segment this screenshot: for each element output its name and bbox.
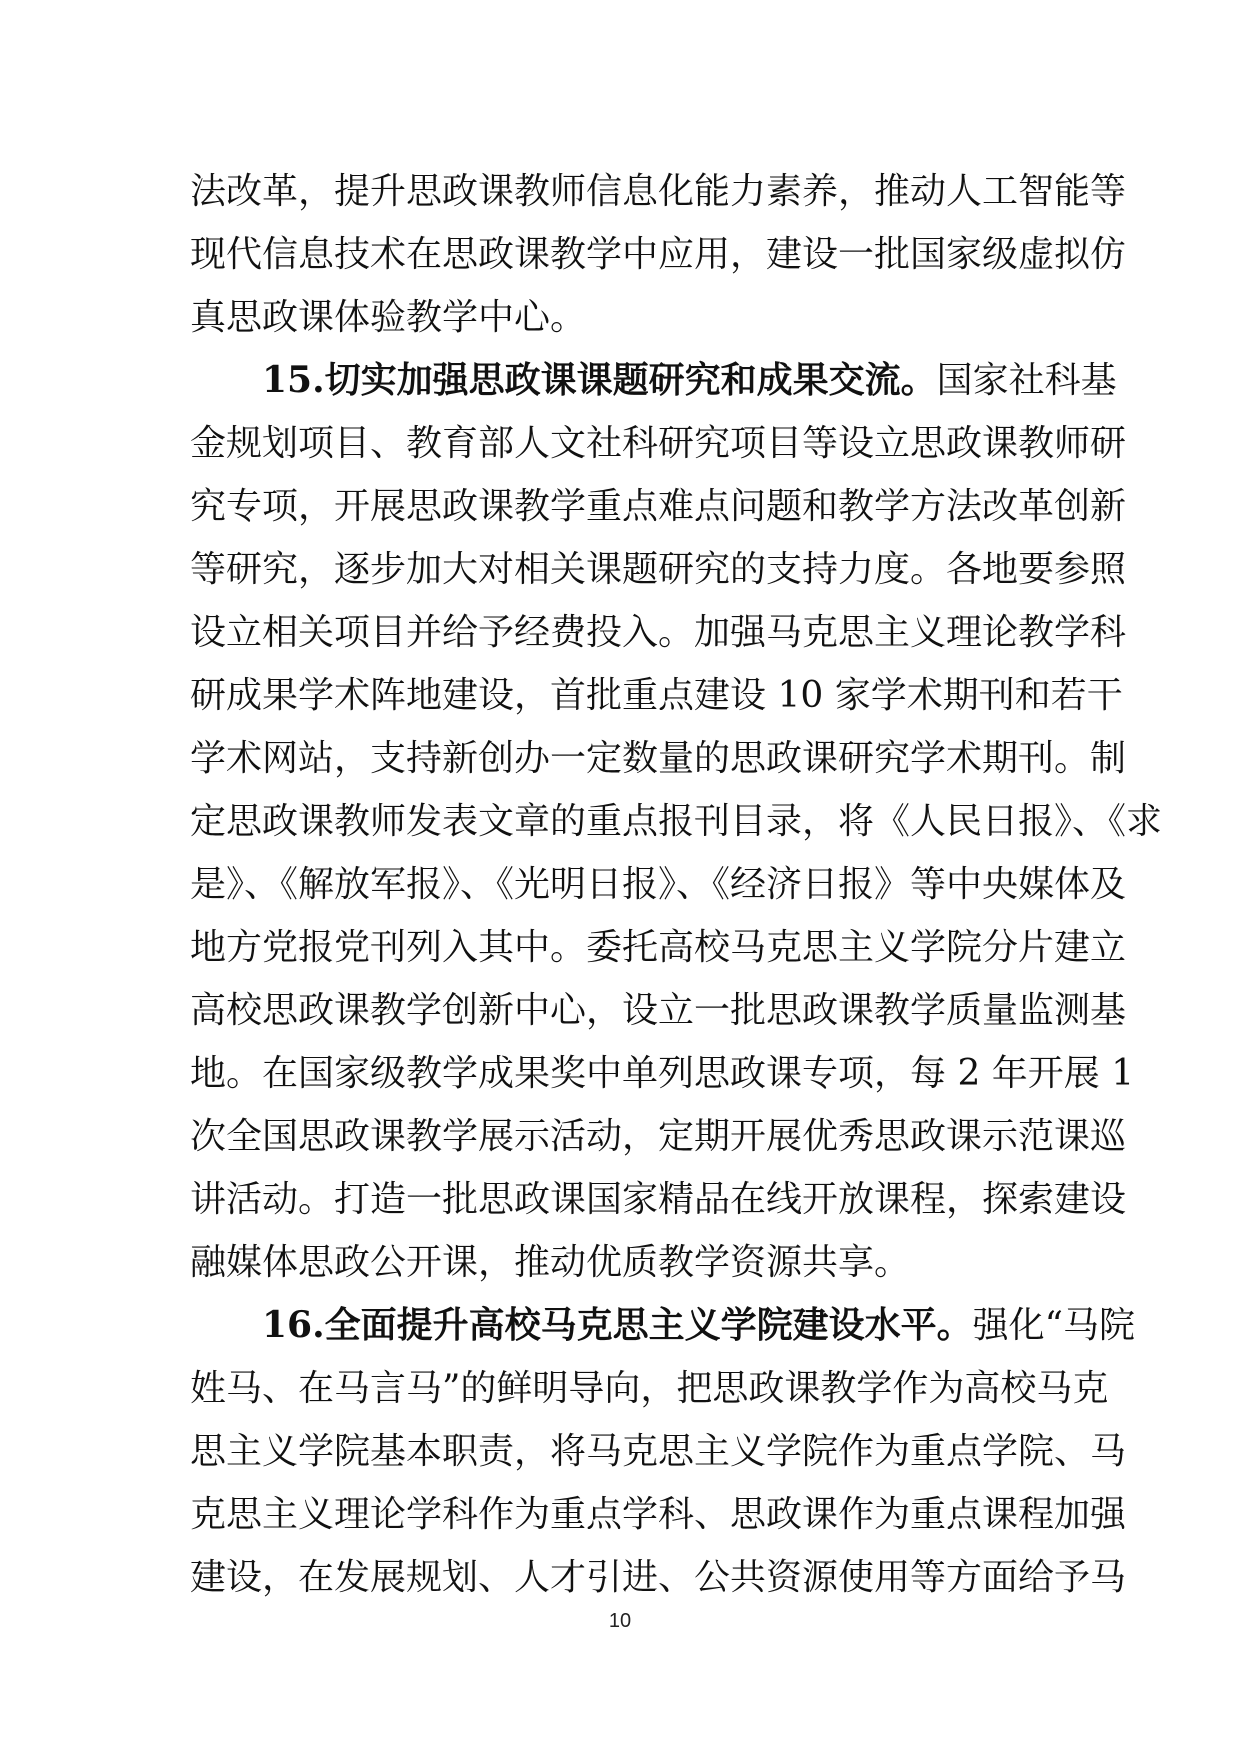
body-line: 定思政课教师发表文章的重点报刊目录，将《人民日报》、《求: [190, 801, 1163, 842]
body-line: 思主义学院基本职责，将马克思主义学院作为重点学院、马: [190, 1431, 1127, 1472]
body-line: 讲活动。打造一批思政课国家精品在线开放课程，探索建设: [190, 1179, 1127, 1220]
body-line: 设立相关项目并给予经费投入。加强马克思主义理论教学科: [190, 612, 1127, 653]
body-line: 地方党报党刊列入其中。委托高校马克思主义学院分片建立: [190, 927, 1127, 968]
section-15-first-line-text: 国家社科基: [936, 360, 1117, 401]
document-body: [190, 160, 1163, 1609]
section-15-heading: 15.切实加强思政课课题研究和成果交流。: [262, 359, 937, 401]
body-line: 究专项，开展思政课教学重点难点问题和教学方法改革创新: [190, 486, 1127, 527]
body-line: 现代信息技术在思政课教学中应用，建设一批国家级虚拟仿: [190, 234, 1127, 275]
body-line: 是》、《解放军报》、《光明日报》、《经济日报》等中央媒体及: [190, 864, 1127, 905]
body-line: 学术网站，支持新创办一定数量的思政课研究学术期刊。制: [190, 738, 1127, 779]
body-line: 姓马、在马言马”的鲜明导向，把思政课教学作为高校马克: [190, 1368, 1109, 1409]
body-line: 高校思政课教学创新中心，设立一批思政课教学质量监测基: [190, 990, 1127, 1031]
body-line: 地。在国家级教学成果奖中单列思政课专项，每 2 年开展 1: [190, 1053, 1135, 1094]
section-16-first-line-text: 强化“马院: [972, 1305, 1136, 1346]
section-16-first-line: [190, 1294, 1136, 1357]
body-line: 法改革，提升思政课教师信息化能力素养，推动人工智能等: [190, 171, 1127, 212]
section-15-first-line: [190, 349, 1117, 412]
body-line: 建设，在发展规划、人才引进、公共资源使用等方面给予马: [190, 1557, 1127, 1598]
body-line: 融媒体思政公开课，推动优质教学资源共享。: [190, 1242, 911, 1283]
body-line: 等研究，逐步加大对相关课题研究的支持力度。各地要参照: [190, 549, 1127, 590]
body-line: 金规划项目、教育部人文社科研究项目等设立思政课教师研: [190, 423, 1127, 464]
body-line: 克思主义理论学科作为重点学科、思政课作为重点课程加强: [190, 1494, 1127, 1535]
body-line: 真思政课体验教学中心。: [190, 297, 587, 338]
section-16-heading: 16.全面提升高校马克思主义学院建设水平。: [262, 1304, 973, 1346]
page-number: 10: [608, 1610, 632, 1632]
body-line: 次全国思政课教学展示活动，定期开展优秀思政课示范课巡: [190, 1116, 1127, 1157]
body-line: 研成果学术阵地建设，首批重点建设 10 家学术期刊和若干: [190, 675, 1123, 716]
